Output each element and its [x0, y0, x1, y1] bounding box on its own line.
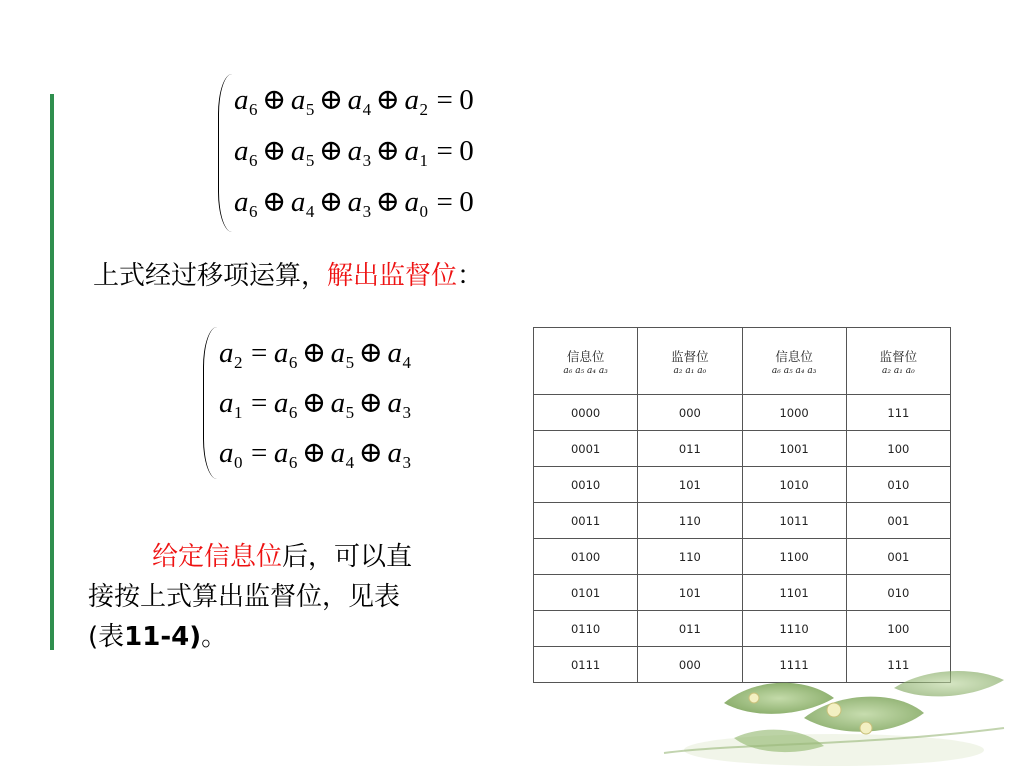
table-cell: 1110 [742, 611, 846, 647]
table-cell: 0100 [534, 539, 638, 575]
table-cell: 0011 [534, 503, 638, 539]
table-cell: 001 [846, 503, 950, 539]
table-header: 信息位 a₆ a₅ a₄ a₃ [534, 328, 638, 395]
table-row [534, 611, 951, 647]
table-reference: 11-4) [124, 622, 202, 652]
table-cell: 1001 [742, 431, 846, 467]
table-cell: 111 [846, 647, 950, 683]
table-cell: 1010 [742, 467, 846, 503]
equation-row: $a_6$ ⊕ $a_5$ ⊕ $a_4$ ⊕ $a_2 = 0$ [234, 84, 475, 119]
table-cell: 0111 [534, 647, 638, 683]
table-header: 监督位 a₂ a₁ a₀ [638, 328, 742, 395]
table-cell: 111 [846, 395, 950, 431]
equation-row: $a_6$ ⊕ $a_4$ ⊕ $a_3$ ⊕ $a_0 = 0$ [234, 186, 475, 221]
equation-row: $a_1 = a_6$ ⊕ $a_5$ ⊕ $a_3$ [219, 387, 412, 422]
check-bit-equations [203, 327, 503, 479]
table-cell: 1000 [742, 395, 846, 431]
equation-row: $a_0 = a_6$ ⊕ $a_4$ ⊕ $a_3$ [219, 437, 412, 472]
sentence-colon: ： [457, 261, 484, 291]
paragraph-text: 。 [201, 622, 228, 652]
table-cell: 1101 [742, 575, 846, 611]
table-cell: 1100 [742, 539, 846, 575]
table-cell: 0010 [534, 467, 638, 503]
codeword-table [533, 327, 951, 683]
table-header: 监督位 a₂ a₁ a₀ [846, 328, 950, 395]
table-cell: 110 [638, 503, 742, 539]
left-brace [203, 327, 218, 479]
table-cell: 110 [638, 539, 742, 575]
highlight-text: 解出监督位 [327, 261, 458, 291]
sentence-text: 上式经过移项运算， [93, 261, 328, 291]
table-cell: 1011 [742, 503, 846, 539]
paragraph-text: 接按上式算出监督位，见表 [88, 582, 401, 612]
table-cell: 000 [638, 647, 742, 683]
table-row [534, 503, 951, 539]
table-row [534, 467, 951, 503]
accent-bar [50, 94, 54, 650]
table-cell: 011 [638, 611, 742, 647]
table-cell: 101 [638, 467, 742, 503]
table-cell: 010 [846, 575, 950, 611]
equation-row: $a_2 = a_6$ ⊕ $a_5$ ⊕ $a_4$ [219, 337, 412, 372]
table-row [534, 575, 951, 611]
table-cell: 0001 [534, 431, 638, 467]
table-row [534, 431, 951, 467]
table-cell: 1111 [742, 647, 846, 683]
table-cell: 100 [846, 611, 950, 647]
table-cell: 0000 [534, 395, 638, 431]
table-cell: 101 [638, 575, 742, 611]
solve-sentence [93, 255, 483, 292]
table-cell: 0101 [534, 575, 638, 611]
paragraph-text: 后，可以直 [282, 542, 413, 572]
highlight-text: 给定信息位 [152, 542, 283, 572]
table-header: 信息位 a₆ a₅ a₄ a₃ [742, 328, 846, 395]
table-cell: 011 [638, 431, 742, 467]
paragraph-text: (表 [88, 622, 125, 652]
left-brace [218, 74, 233, 232]
table-cell: 000 [638, 395, 742, 431]
table-cell: 0110 [534, 611, 638, 647]
table-cell: 001 [846, 539, 950, 575]
equation-row: $a_6$ ⊕ $a_5$ ⊕ $a_3$ ⊕ $a_1 = 0$ [234, 135, 475, 170]
table-header-row [534, 328, 951, 395]
table-row [534, 539, 951, 575]
leaf-decoration-icon [604, 658, 1024, 768]
explanation-paragraph [88, 537, 508, 657]
table-cell: 100 [846, 431, 950, 467]
parity-check-equations [218, 74, 548, 232]
table-cell: 010 [846, 467, 950, 503]
table-row [534, 395, 951, 431]
